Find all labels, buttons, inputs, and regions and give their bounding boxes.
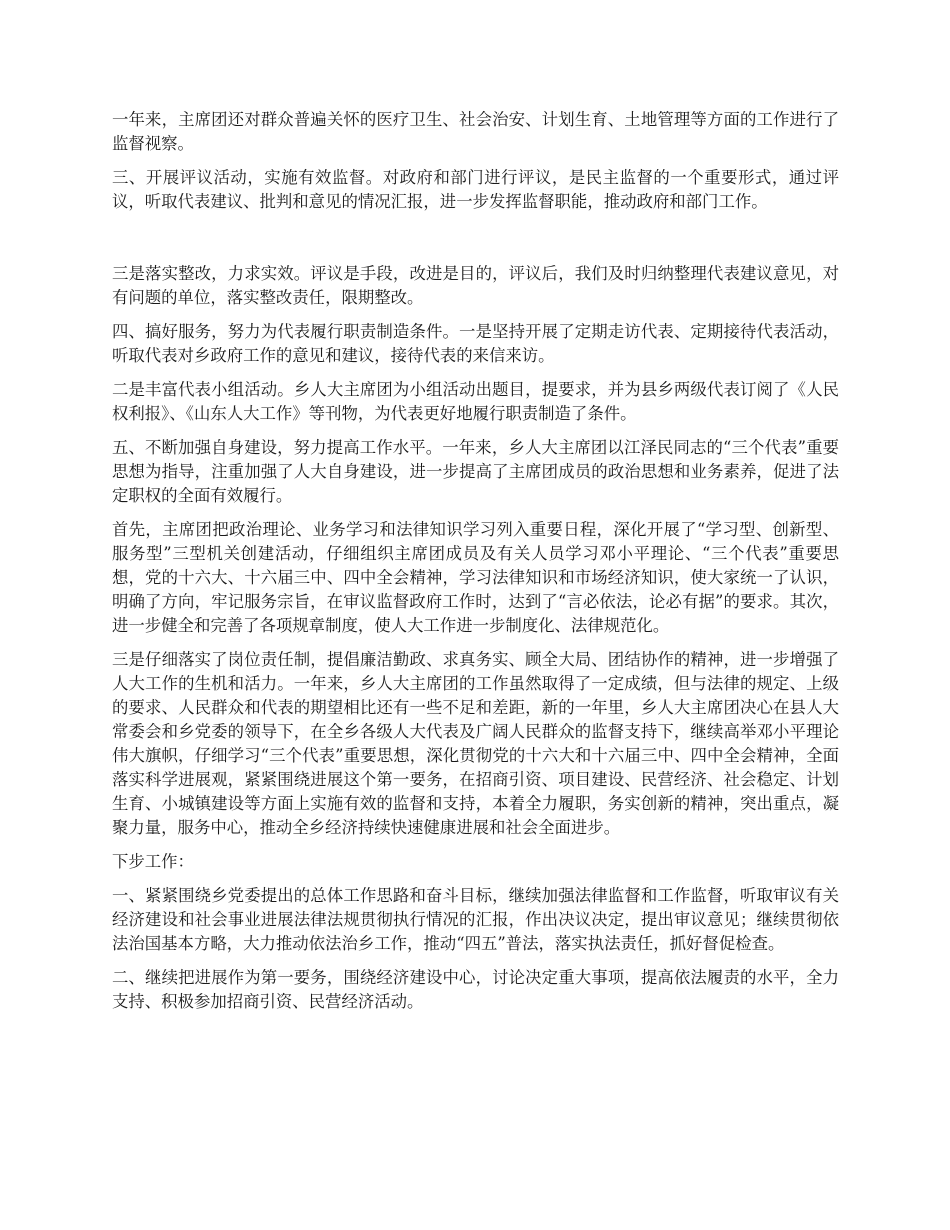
paragraph: 三、开展评议活动，实施有效监督。对政府和部门进行评议，是民主监督的一个重要形式，通过评议，听取代表建议、批判和意见的情况汇报，进一步发挥监督职能，推动政府和部门工作。 (112, 168, 839, 211)
paragraph: 二是丰富代表小组活动。乡人大主席团为小组活动出题目，提要求，并为县乡两级代表订阅了《人民权利报》、《山东人大工作》等刊物，为代表更好地履行职责制造了条件。 (112, 380, 839, 423)
paragraph: 三是仔细落实了岗位责任制，提倡廉洁勤政、求真务实、顾全大局、团结协作的精神，进一步增强了人大工作的生机和活力。一年来，乡人大主席团的工作虽然取得了一定成绩，但与法律的规定、上级的要求、人民群众和代表的期望相比还有一些不足和差距，新的一年里，乡人大主席团决心在县人大常委会和乡党委的领导下，在全乡各级人大代表及广阔人民群众的监督支持下，继续高举邓小平理论伟大旗帜，仔细学习“三个代表”重要思想，深化贯彻党的十六大和十六届三中、四中全会精神，全面落实科学进展观，紧紧围绕进展这个第一要务，在招商引资、项目建设、民营经济、社会稳定、计划生育、小城镇建设等方面上实施有效的监督和支持，本着全力履职，务实创新的精神，突出重点，凝聚力量，服务中心，推动全乡经济持续快速健康进展和社会全面进步。 (112, 650, 839, 837)
paragraph: 四、搞好服务，努力为代表履行职责制造条件。一是坚持开展了定期走访代表、定期接待代表活动，听取代表对乡政府工作的意见和建议，接待代表的来信来访。 (112, 322, 839, 365)
paragraph: 一年来，主席团还对群众普遍关怀的医疗卫生、社会治安、计划生育、土地管理等方面的工作进行了监督视察。 (112, 110, 839, 153)
paragraph: 二、继续把进展作为第一要务，围绕经济建设中心，讨论决定重大事项，提高依法履责的水平，全力支持、积极参加招商引资、民营经济活动。 (112, 968, 839, 1011)
paragraph: 一、紧紧围绕乡党委提出的总体工作思路和奋斗目标，继续加强法律监督和工作监督，听取审议有关经济建设和社会事业进展法律法规贯彻执行情况的汇报，作出决议决定，提出审议意见；继续贯彻依法治国基本方略，大力推动依法治乡工作，推动“四五”普法，落实执法责任，抓好督促检查。 (112, 886, 839, 953)
paragraph: 首先，主席团把政治理论、业务学习和法律知识学习列入重要日程，深化开展了“学习型、创新型、服务型”三型机关创建活动，仔细组织主席团成员及有关人员学习邓小平理论、“三个代表”重要思想，党的十六大、十六届三中、四中全会精神，学习法律知识和市场经济知识，使大家统一了认识，明确了方向，牢记服务宗旨，在审议监督政府工作时，达到了“言必依法，论必有据”的要求。其次，进一步健全和完善了各项规章制度，使人大工作进一步制度化、法律规范化。 (112, 520, 839, 635)
paragraph: 下步工作： (112, 852, 194, 871)
paragraph: 三是落实整改，力求实效。评议是手段，改进是目的，评议后，我们及时归纳整理代表建议意见，对有问题的单位，落实整改责任，限期整改。 (112, 264, 839, 307)
section-gap (112, 224, 839, 262)
document-body (112, 108, 839, 1024)
paragraph: 五、不断加强自身建设，努力提高工作水平。一年来，乡人大主席团以江泽民同志的“三个代表”重要思想为指导，注重加强了人大自身建设，进一步提高了主席团成员的政治思想和业务素养，促进了法定职权的全面有效履行。 (112, 438, 839, 505)
